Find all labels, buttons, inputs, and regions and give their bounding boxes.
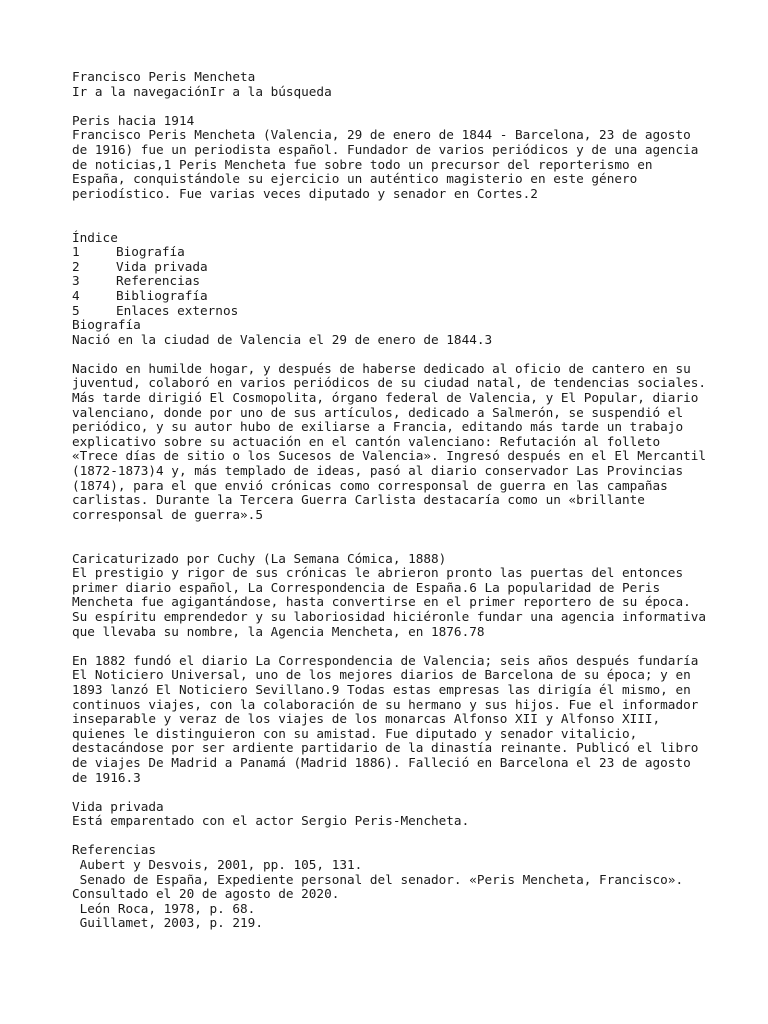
section-vida-privada — [72, 800, 712, 829]
paragraph-line: destacándose por ser ardiente partidario de la dinastía reinante. Publicó el libro — [72, 740, 699, 756]
section-biografia — [72, 318, 712, 785]
intro-line: de noticias,1 Peris Mencheta fue sobre todo un precursor del reporterismo en — [72, 156, 653, 172]
toc-item-enlaces-externos[interactable] — [72, 304, 712, 319]
toc-number: 3 — [72, 273, 80, 289]
toc-item-referencias[interactable] — [72, 274, 712, 289]
intro-line: Francisco Peris Mencheta (Valencia, 29 de enero de 1844 - Barcelona, 23 de agosto — [72, 127, 691, 143]
reference-line: León Roca, 1978, p. 68. — [72, 900, 256, 916]
toc-number: 4 — [72, 287, 80, 303]
reference-line: Guillamet, 2003, p. 219. — [72, 915, 263, 931]
section-heading: Vida privada — [72, 798, 164, 814]
toc-number: 5 — [72, 302, 80, 318]
toc-heading: Índice — [72, 229, 118, 245]
paragraph-line: que llevaba su nombre, la Agencia Mencheta, en 1876.78 — [72, 623, 485, 639]
intro-line: España, conquistándole su ejercicio un auténtico magisterio en este género — [72, 171, 638, 187]
paragraph-line: quienes le distinguieron con su amistad. Fue diputado y senador vitalicio, — [72, 725, 638, 741]
paragraph-line: Su espíritu emprendedor y su laboriosidad hiciéronle fundar una agencia informativa — [72, 608, 706, 624]
paragraph-line: de viajes De Madrid a Panamá (Madrid 1886). Falleció en Barcelona el 23 de agosto — [72, 754, 691, 770]
intro-line: periodístico. Fue varias veces diputado y senador en Cortes.2 — [72, 185, 538, 201]
biografia-paragraph-3 — [72, 566, 712, 639]
table-of-contents — [72, 231, 712, 319]
paragraph-line: juventud, colaboró en varios periódicos de su ciudad natal, de tendencias sociales. — [72, 375, 706, 391]
page-title: Francisco Peris Mencheta — [72, 69, 256, 84]
toc-label[interactable]: Biografía — [116, 244, 185, 260]
toc-item-bibliografia[interactable] — [72, 289, 712, 304]
reference-line: Senado de España, Expediente personal del senador. «Peris Mencheta, Francisco». — [72, 871, 684, 887]
toc-number: 1 — [72, 244, 80, 260]
paragraph-line: «Trece días de sitio o los Sucesos de Valencia». Ingresó después en el El Mercantil — [72, 448, 706, 464]
section-referencias — [72, 843, 712, 931]
toc-label[interactable]: Referencias — [116, 273, 201, 289]
intro-line: de 1916) fue un periodista español. Fundador de varios periódicos y de una agencia — [72, 141, 699, 157]
paragraph-line: Nacido en humilde hogar, y después de haberse dedicado al oficio de cantero en su — [72, 360, 691, 376]
paragraph-line: El Noticiero Universal, uno de los mejores diarios de Barcelona de su época; y en — [72, 667, 691, 683]
toc-item-vida-privada[interactable] — [72, 260, 712, 275]
paragraph-line: Mencheta fue agigantándose, hasta convertirse en el primer reportero de su época. — [72, 594, 691, 610]
toc-label[interactable]: Bibliografía — [116, 287, 208, 303]
document-page — [72, 70, 712, 931]
paragraph-line: En 1882 fundó el diario La Correspondencia de Valencia; seis años después fundaría — [72, 652, 699, 668]
paragraph-line: carlistas. Durante la Tercera Guerra Carlista destacaría como un «brillante — [72, 492, 645, 508]
paragraph-line: Más tarde dirigió El Cosmopolita, órgano federal de Valencia, y El Popular, diario — [72, 390, 699, 406]
toc-item-biografia[interactable] — [72, 245, 712, 260]
section-heading: Biografía — [72, 317, 141, 333]
paragraph-line: El prestigio y rigor de sus crónicas le abrieron pronto las puertas del entonces — [72, 565, 684, 581]
toc-label[interactable]: Vida privada — [116, 258, 208, 274]
paragraph-line: (1872-1873)4 y, más templado de ideas, pasó al diario conservador Las Provincias — [72, 463, 684, 479]
nav-links-line[interactable]: Ir a la navegaciónIr a la búsqueda — [72, 83, 332, 99]
toc-number: 2 — [72, 258, 80, 274]
paragraph-line: Está emparentado con el actor Sergio Peris-Mencheta. — [72, 813, 470, 829]
intro-paragraph — [72, 128, 712, 201]
paragraph-line: 1893 lanzó El Noticiero Sevillano.9 Todas estas empresas las dirigía él mismo, en — [72, 681, 691, 697]
paragraph-line: continuos viajes, con la colaboración de su hermano y sus hijos. Fue el informador — [72, 696, 699, 712]
image-caption: Peris hacia 1914 — [72, 112, 195, 128]
image-caption-caricature: Caricaturizado por Cuchy (La Semana Cómica, 1888) — [72, 550, 447, 566]
paragraph-line: explicativo sobre su actuación en el cantón valenciano: Refutación al folleto — [72, 433, 661, 449]
reference-line: Aubert y Desvois, 2001, pp. 105, 131. — [72, 857, 363, 873]
toc-label[interactable]: Enlaces externos — [116, 302, 239, 318]
paragraph-line: valenciano, donde por uno de sus artículos, dedicado a Salmerón, se suspendió el — [72, 404, 684, 420]
paragraph-line: (1874), para el que envió crónicas como corresponsal de guerra en las campañas — [72, 477, 668, 493]
paragraph-line: primer diario español, La Correspondencia de España.6 La popularidad de Peris — [72, 579, 661, 595]
paragraph-line: corresponsal de guerra».5 — [72, 506, 263, 522]
paragraph-line: de 1916.3 — [72, 769, 141, 785]
paragraph-line: inseparable y veraz de los viajes de los monarcas Alfonso XII y Alfonso XIII, — [72, 711, 661, 727]
section-heading: Referencias — [72, 842, 157, 858]
paragraph-line: Nació en la ciudad de Valencia el 29 de enero de 1844.3 — [72, 331, 493, 347]
biografia-paragraph-4 — [72, 654, 712, 785]
biografia-paragraph-2 — [72, 362, 712, 523]
reference-line: Consultado el 20 de agosto de 2020. — [72, 886, 340, 902]
paragraph-line: periódico, y su autor hubo de exiliarse a Francia, editando más tarde un trabajo — [72, 419, 684, 435]
